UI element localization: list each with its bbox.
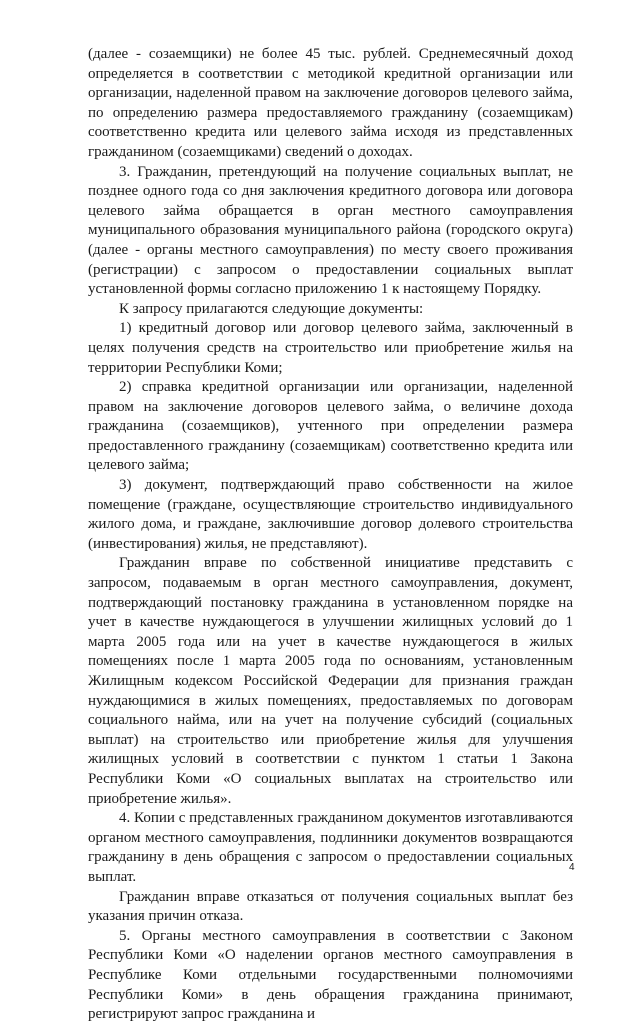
document-page xyxy=(88,45,573,1025)
paragraph-optional-document: Гражданин вправе по собственной инициативе представить с запросом, подаваемым в орган местного самоуправления, документ, подтверждающий постановку гражданина в установленном порядке на учет в качестве нуждающегося в улучшении жилищных условий до 1 марта 2005 года или на учет в качестве нуждающегося в жилых помещениях после 1 марта 2005 года по основаниям, установленным Жилищным кодексом Российской Федерации для признания граждан нуждающимися в жилых помещениях, предоставляемых по договорам социального найма, или на учет на получение субсидий (социальных выплат) на строительство или приобретение жилья для улучшения жилищных условий в соответствии с пунктом 1 статьи 1 Закона Республики Коми «О социальных выплатах на строительство или приобретение жилья». xyxy=(88,555,573,807)
paragraph-item-4: 4. Копии с представленных гражданином документов изготавливаются органом местного самоуправления, подлинники документов возвращаются гражданину в день обращения с запросом о предоставлении социальных выплат. xyxy=(88,810,573,885)
paragraph-document-3: 3) документ, подтверждающий право собственности на жилое помещение (гражданe, осуществляющие строительство индивидуального жилого дома, и граждане, заключившие договор долевого строительства (инвестирования) жилья, не представляют). xyxy=(88,477,573,552)
paragraph-item-5: 5. Органы местного самоуправления в соответствии с Законом Республики Коми «О наделении органов местного самоуправления в Республике Коми отдельными государственными полномочиями Республики Коми» в день обращения гражданина принимают, регистрируют запрос гражданина и xyxy=(88,927,573,1023)
paragraph-item-3: 3. Гражданин, претендующий на получение социальных выплат, не позднее одного года со дня заключения кредитного договора или договора целевого займа обращается в орган местного самоуправления муниципального образования муниципального района (городского округа) (далее - органы местного самоуправления) по месту своего проживания (регистрации) с запросом о предоставлении социальных выплат установленной формы согласно приложению 1 к настоящему Порядку. xyxy=(88,163,573,298)
page-number: 4 xyxy=(569,862,575,873)
paragraph-document-1: 1) кредитный договор или договор целевого займа, заключенный в целях получения средств на строительство или приобретение жилья на территории Республики Коми; xyxy=(88,320,573,376)
paragraph-refusal: Гражданин вправе отказаться от получения социальных выплат без указания причин отказа. xyxy=(88,888,573,925)
paragraph-document-2: 2) справка кредитной организации или организации, наделенной правом на заключение договоров целевого займа, о величине дохода гражданина (созаемщиков), учтенного при определении размера предоставленного гражданину (созаемщикам) соответственно кредита или целевого займа; xyxy=(88,379,573,474)
paragraph-income-definition: (далее - созаемщики) не более 45 тыс. рублей. Среднемесячный доход определяется в соответствии с методикой кредитной организации или организации, наделенной правом на заключение договоров целевого займа, по определению размера предоставляемого гражданину (созаемщикам) соответственно кредита или целевого займа исходя из представленных гражданином (созаемщиками) сведений о доходах. xyxy=(88,46,573,160)
paragraph-documents-intro: К запросу прилагаются следующие документы: xyxy=(119,300,424,317)
